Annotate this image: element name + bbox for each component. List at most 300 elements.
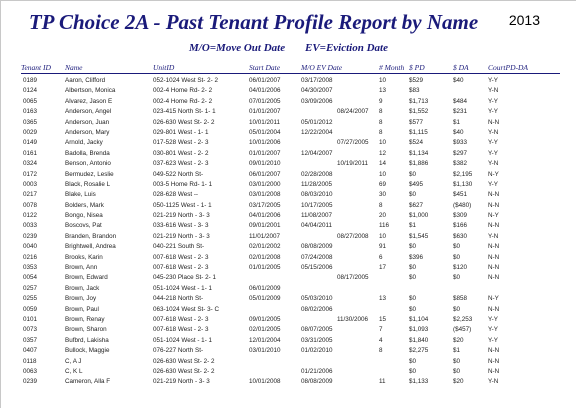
tenant-name-cell: Anderson, Mary [65,128,110,136]
months-cell: 15 [379,315,387,323]
pd-amount-cell: $0 [409,357,417,365]
unit-id-cell: 049-522 North St- [153,170,204,178]
unit-id-cell: 040-221 South St- [153,243,205,251]
unit-id-cell: 052-1024 West St- 2- 2 [153,77,218,84]
unit-id-cell: 007-618 West - 2- 3 [153,326,209,334]
tenant-id-cell: 0124 [23,87,38,95]
months-cell: 13 [379,295,387,303]
pd-amount-cell: $1,133 [409,378,429,386]
eviction-date-cell: 08/17/2005 [337,274,369,282]
column-header-unit-id: UnitID [153,63,175,72]
unit-id-cell: 002-4 Home Rd- 2- 2 [153,87,213,95]
move-out-date-cell: 02/28/2008 [301,170,333,178]
start-date-cell: 02/01/2005 [249,326,281,334]
court-pd-da-cell: Y-Y [488,108,498,116]
start-date-cell: 03/17/2005 [249,201,281,209]
tenant-name-cell: Brightwell, Andrea [65,243,116,251]
court-pd-da-cell: N-N [488,191,500,199]
months-cell: 11 [379,378,386,386]
table-row [1,305,576,315]
table-row [1,357,576,367]
pd-amount-cell: $1,093 [409,326,429,334]
tenant-id-cell: 0040 [23,243,38,251]
start-date-cell: 09/01/2001 [249,222,281,230]
start-date-cell: 10/01/2008 [249,378,281,386]
start-date-cell: 04/01/2006 [249,212,281,220]
unit-id-cell: 007-618 West - 2- 3 [153,264,209,272]
unit-id-cell: 002-4 Home Rd- 2- 2 [153,97,213,105]
move-out-date-cell: 12/22/2004 [301,128,333,136]
table-row [1,128,576,138]
tenant-id-cell: 0239 [23,232,38,240]
table-row [1,159,576,169]
tenant-id-cell: 0118 [23,357,37,365]
pd-amount-cell: $0 [409,305,417,313]
tenant-id-cell: 0189 [23,77,38,84]
unit-id-cell: 050-1125 West - 1- 1 [153,201,212,209]
court-pd-da-cell: Y-Y [488,149,498,157]
table-row [1,315,576,325]
da-amount-cell: $630 [453,232,468,240]
tenant-name-cell: C, A J [65,357,82,365]
court-pd-da-cell: N-N [488,253,500,261]
court-pd-da-cell: Y-Y [488,77,498,84]
move-out-date-cell: 04/04/2011 [301,222,333,230]
start-date-cell: 09/01/2010 [249,160,281,168]
move-out-date-cell: 01/02/2010 [301,347,333,355]
start-date-cell: 03/01/2010 [249,347,281,355]
tenant-name-cell: Bongo, Nisea [65,212,103,220]
start-date-cell: 01/01/2007 [249,149,281,157]
move-out-date-cell: 08/08/2009 [301,378,333,386]
pd-amount-cell: $0 [409,264,417,272]
unit-id-cell: 023-415 North St- 1- 1 [153,108,216,116]
start-date-cell: 11/01/2007 [249,232,281,240]
eviction-date-cell: 08/24/2007 [337,108,369,116]
tenant-id-cell: 0059 [23,305,38,313]
months-cell: 9 [379,97,383,105]
months-cell: 91 [379,243,387,251]
start-date-cell: 09/01/2005 [249,315,281,323]
months-cell: 10 [379,170,387,178]
court-pd-da-cell: Y-N [488,378,499,386]
table-row [1,149,576,159]
da-amount-cell: $2,253 [453,315,473,323]
months-cell: 69 [379,180,387,188]
move-out-date-cell: 07/24/2008 [301,253,333,261]
tenant-name-cell: Branden, Brandon [65,232,117,240]
months-cell: 8 [379,118,383,126]
da-amount-cell: $484 [453,97,468,105]
da-amount-cell: $0 [453,253,461,261]
da-amount-cell: $858 [453,295,468,303]
pd-amount-cell: $1,552 [409,108,429,116]
move-out-date-cell: 03/09/2006 [301,97,333,105]
start-date-cell: 06/01/2007 [249,170,281,178]
pd-amount-cell: $1,886 [409,160,429,168]
table-row [1,242,576,252]
da-amount-cell: ($457) [453,326,472,334]
tenant-name-cell: Brown, Renay [65,315,105,323]
unit-id-cell: 051-1024 West - 1- 1 [153,336,213,344]
unit-id-cell: 028-628 West -- [153,191,199,199]
tenant-name-cell: Arnold, Jacky [65,139,103,147]
court-pd-da-cell: N-N [488,243,500,251]
tenant-id-cell: 0172 [23,170,38,178]
unit-id-cell: 007-618 West - 2- 3 [153,253,209,261]
court-pd-da-cell: N-N [488,201,500,209]
tenant-id-cell: 0407 [23,347,38,355]
tenant-id-cell: 0324 [23,160,38,168]
months-cell: 30 [379,191,387,199]
da-amount-cell: $40 [453,77,464,84]
start-date-cell: 01/01/2005 [249,264,281,272]
court-pd-da-cell: N-Y [488,295,499,303]
pd-amount-cell: $396 [409,253,424,261]
unit-id-cell: 017-528 West - 2- 3 [153,139,209,147]
table-row [1,367,576,377]
move-out-date-cell: 08/08/2009 [301,243,333,251]
da-amount-cell: $0 [453,367,461,375]
months-cell: 6 [379,253,383,261]
court-pd-da-cell: Y-Y [488,336,498,344]
unit-id-cell: 021-219 North - 3- 3 [153,212,210,220]
pd-amount-cell: $577 [409,118,424,126]
tenant-name-cell: Bufbrd, Lakisha [65,336,109,344]
da-amount-cell: $1 [453,347,461,355]
table-row [1,86,576,96]
da-amount-cell: $120 [453,264,468,272]
column-header-name: Name [65,63,83,72]
tenant-id-cell: 0073 [23,326,38,334]
table-row [1,221,576,231]
court-pd-da-cell: N-N [488,347,500,355]
unit-id-cell: 044-218 North St- [153,295,204,303]
table-row [1,273,576,283]
pd-amount-cell: $524 [409,139,424,147]
da-amount-cell: $231 [453,108,468,116]
tenant-id-cell: 0003 [23,180,38,188]
move-out-date-cell: 08/03/2010 [301,191,333,199]
unit-id-cell: 033-616 West - 3- 3 [153,222,209,230]
tenant-id-cell: 0257 [23,284,38,292]
da-amount-cell: $297 [453,149,468,157]
months-cell: 14 [379,160,387,168]
tenant-id-cell: 0161 [23,149,38,157]
column-header-da: $ DA [453,63,469,72]
tenant-name-cell: Blake, Luis [65,191,96,199]
tenant-name-cell: Bermudez, Leslie [65,170,114,178]
da-amount-cell: $166 [453,222,468,230]
eviction-date-cell: 07/27/2005 [337,139,369,147]
table-row [1,118,576,128]
months-cell: 10 [379,77,387,84]
da-amount-cell: $1,130 [453,180,473,188]
tenant-name-cell: Aaron, Clifford [65,77,106,84]
tenant-name-cell: Cameron, Alla F [65,378,111,386]
table-row [1,170,576,180]
tenant-name-cell: Anderson, Angel [65,108,112,116]
tenant-id-cell: 0054 [23,274,38,282]
tenant-id-cell: 0239 [23,378,38,386]
tenant-id-cell: 0122 [23,212,38,220]
table-row [1,284,576,294]
tenant-name-cell: Black, Rosalie L [65,180,111,188]
move-out-date-cell: 05/01/2012 [301,118,333,126]
tenant-name-cell: Albertson, Monica [65,87,116,95]
move-out-date-cell: 03/31/2005 [301,336,333,344]
move-out-date-cell: 04/30/2007 [301,87,333,95]
table-row [1,211,576,221]
da-amount-cell: $451 [453,191,468,199]
table-row [1,190,576,200]
pd-amount-cell: $1,840 [409,336,429,344]
court-pd-da-cell: N-N [488,274,500,282]
unit-id-cell: 026-630 West St- 2- 2 [153,357,215,365]
court-pd-da-cell: Y-Y [488,97,498,105]
eviction-date-cell: 10/19/2011 [337,160,369,168]
legend-move-out: M/O=Move Out Date [189,42,286,54]
months-cell: 8 [379,201,383,209]
pd-amount-cell: $529 [409,77,424,84]
da-amount-cell: $1 [453,118,461,126]
table-row [1,294,576,304]
pd-amount-cell: $0 [409,274,417,282]
tenant-id-cell: 0217 [23,191,38,199]
months-cell: 20 [379,212,387,220]
pd-amount-cell: $1,104 [409,315,429,323]
pd-amount-cell: $1,115 [409,128,428,136]
move-out-date-cell: 08/07/2005 [301,326,333,334]
tenant-name-cell: Boscovs, Pat [65,222,102,230]
eviction-date-cell: 08/27/2008 [337,232,369,240]
move-out-date-cell: 05/03/2010 [301,295,333,303]
tenant-id-cell: 0078 [23,201,38,209]
unit-id-cell: 003-5 Home Rd- 1- 1 [153,180,213,188]
tenant-table [1,76,576,388]
tenant-name-cell: C, K L [65,367,83,375]
da-amount-cell: $20 [453,378,464,386]
unit-id-cell: 030-801 West - 2- 2 [153,149,209,157]
pd-amount-cell: $0 [409,191,417,199]
legend-eviction: EV=Eviction Date [305,42,388,54]
header-divider [21,73,560,74]
table-row [1,232,576,242]
start-date-cell: 12/01/2004 [249,336,281,344]
table-row [1,377,576,387]
pd-amount-cell: $1,545 [409,232,429,240]
move-out-date-cell: 03/17/2008 [301,77,333,84]
tenant-id-cell: 0033 [23,222,38,230]
pd-amount-cell: $0 [409,170,417,178]
table-row [1,201,576,211]
unit-id-cell: 045-230 Place St- 2- 1 [153,274,217,282]
move-out-date-cell: 01/21/2006 [301,367,333,375]
tenant-name-cell: Brown, Edward [65,274,108,282]
start-date-cell: 10/01/2006 [249,139,281,147]
move-out-date-cell: 05/15/2006 [301,264,333,272]
months-cell: 116 [379,222,390,230]
start-date-cell: 05/01/2004 [249,128,281,136]
pd-amount-cell: $1 [409,222,417,230]
tenant-name-cell: Brown, Paul [65,305,99,313]
pd-amount-cell: $0 [409,243,417,251]
start-date-cell: 10/01/2011 [249,118,281,126]
pd-amount-cell: $0 [409,295,417,303]
months-cell: 10 [379,232,387,240]
table-row [1,97,576,107]
tenant-id-cell: 0255 [23,295,38,303]
da-amount-cell: $0 [453,357,461,365]
da-amount-cell: $20 [453,336,464,344]
court-pd-da-cell: Y-Y [488,139,498,147]
court-pd-da-cell: N-N [488,264,500,272]
unit-id-cell: 021-219 North - 3- 3 [153,232,210,240]
court-pd-da-cell: Y-Y [488,326,498,334]
pd-amount-cell: $1,134 [409,149,429,157]
column-header-months: # Month [379,63,405,72]
months-cell: 13 [379,87,387,95]
table-row [1,263,576,273]
move-out-date-cell: 12/04/2007 [301,149,333,157]
months-cell: 12 [379,149,387,157]
court-pd-da-cell: N-N [488,367,500,375]
court-pd-da-cell: N-Y [488,170,499,178]
table-row [1,346,576,356]
tenant-name-cell: Benson, Antonio [65,160,111,168]
court-pd-da-cell: Y-Y [488,315,498,323]
months-cell: 17 [379,264,387,272]
unit-id-cell: 063-1024 West St- 3- C [153,305,220,313]
tenant-name-cell: Bolders, Mark [65,201,104,209]
unit-id-cell: 021-219 North - 3- 3 [153,378,210,386]
court-pd-da-cell: N-N [488,222,500,230]
start-date-cell: 07/01/2005 [249,97,281,105]
move-out-date-cell: 10/17/2005 [301,201,333,209]
court-pd-da-cell: Y-Y [488,180,498,188]
start-date-cell: 01/01/2007 [249,108,281,116]
months-cell: 8 [379,128,383,136]
column-header-mo-ev-date: M/O EV Date [301,63,343,72]
pd-amount-cell: $495 [409,180,424,188]
pd-amount-cell: $2,275 [409,347,429,355]
tenant-name-cell: Alvarez, Jason E [65,97,113,105]
tenant-id-cell: 0029 [23,128,38,136]
unit-id-cell: 076-227 North St- [153,347,204,355]
start-date-cell: 03/01/2000 [249,180,281,188]
tenant-id-cell: 0353 [23,264,38,272]
months-cell: 8 [379,108,383,116]
move-out-date-cell: 11/08/2007 [301,212,333,220]
table-row [1,107,576,117]
da-amount-cell: $309 [453,212,468,220]
column-header-start-date: Start Date [249,63,281,72]
eviction-date-cell: 11/30/2006 [337,315,369,323]
unit-id-cell: 026-630 West St- 2- 2 [153,118,215,126]
unit-id-cell: 007-618 West - 2- 3 [153,315,209,323]
pd-amount-cell: $0 [409,367,417,375]
da-amount-cell: $0 [453,274,461,282]
report-year: 2013 [508,12,540,28]
court-pd-da-cell: Y-N [488,232,499,240]
da-amount-cell: $0 [453,243,461,251]
pd-amount-cell: $1,000 [409,212,429,220]
tenant-id-cell: 0149 [23,139,38,147]
months-cell: 4 [379,336,383,344]
tenant-name-cell: Brown, Sharon [65,326,107,334]
da-amount-cell: $2,195 [453,170,473,178]
pd-amount-cell: $1,713 [409,97,429,105]
column-header-court: CourtPD-DA [488,63,528,72]
da-amount-cell: ($480) [453,201,472,209]
da-amount-cell: $382 [453,160,468,168]
court-pd-da-cell: Y-N [488,87,499,95]
months-cell: 8 [379,347,383,355]
tenant-name-cell: Brown, Ann [65,264,98,272]
tenant-id-cell: 0365 [23,118,38,126]
start-date-cell: 02/01/2002 [249,243,281,251]
pd-amount-cell: $83 [409,87,420,95]
start-date-cell: 04/01/2006 [249,87,281,95]
tenant-id-cell: 0163 [23,108,38,116]
court-pd-da-cell: Y-N [488,160,499,168]
unit-id-cell: 037-623 West - 2- 3 [153,160,209,168]
tenant-name-cell: Brown, Joy [65,295,97,303]
table-row [1,76,576,86]
start-date-cell: 03/01/2008 [249,191,281,199]
table-row [1,336,576,346]
months-cell: 7 [379,326,383,334]
move-out-date-cell: 08/02/2006 [301,305,333,313]
da-amount-cell: $933 [453,139,468,147]
court-pd-da-cell: N-N [488,305,500,313]
court-pd-da-cell: Y-N [488,128,499,136]
report-title: TP Choice 2A - Past Tenant Profile Report by Name [28,10,479,34]
tenant-id-cell: 0357 [23,336,38,344]
column-header-pd: $ PD [409,63,425,72]
tenant-name-cell: Anderson, Juan [65,118,110,126]
start-date-cell: 02/01/2008 [249,253,281,261]
unit-id-cell: 051-1024 West - 1- 1 [153,284,213,292]
tenant-name-cell: Brown, Jack [65,284,100,292]
da-amount-cell: $0 [453,305,461,313]
start-date-cell: 05/01/2009 [249,295,281,303]
table-row [1,138,576,148]
tenant-id-cell: 0101 [23,315,38,323]
tenant-id-cell: 0063 [23,367,38,375]
unit-id-cell: 026-630 West St- 2- 2 [153,367,215,375]
table-row [1,325,576,335]
pd-amount-cell: $627 [409,201,424,209]
tenant-name-cell: Brooks, Karin [65,253,103,261]
unit-id-cell: 029-801 West - 1- 1 [153,128,209,136]
start-date-cell: 06/01/2009 [249,284,281,292]
table-row [1,180,576,190]
start-date-cell: 06/01/2007 [249,77,281,84]
tenant-id-cell: 0216 [23,253,38,261]
tenant-name-cell: Badolla, Brenda [65,149,110,157]
court-pd-da-cell: N-Y [488,212,499,220]
court-pd-da-cell: N-N [488,357,500,365]
column-header-tenant-id: Tenant ID [21,63,51,72]
table-row [1,253,576,263]
months-cell: 10 [379,139,387,147]
da-amount-cell: $40 [453,128,464,136]
tenant-name-cell: Bullock, Maggie [65,347,110,355]
move-out-date-cell: 11/28/2005 [301,180,333,188]
tenant-id-cell: 0065 [23,97,38,105]
court-pd-da-cell: N-N [488,118,500,126]
